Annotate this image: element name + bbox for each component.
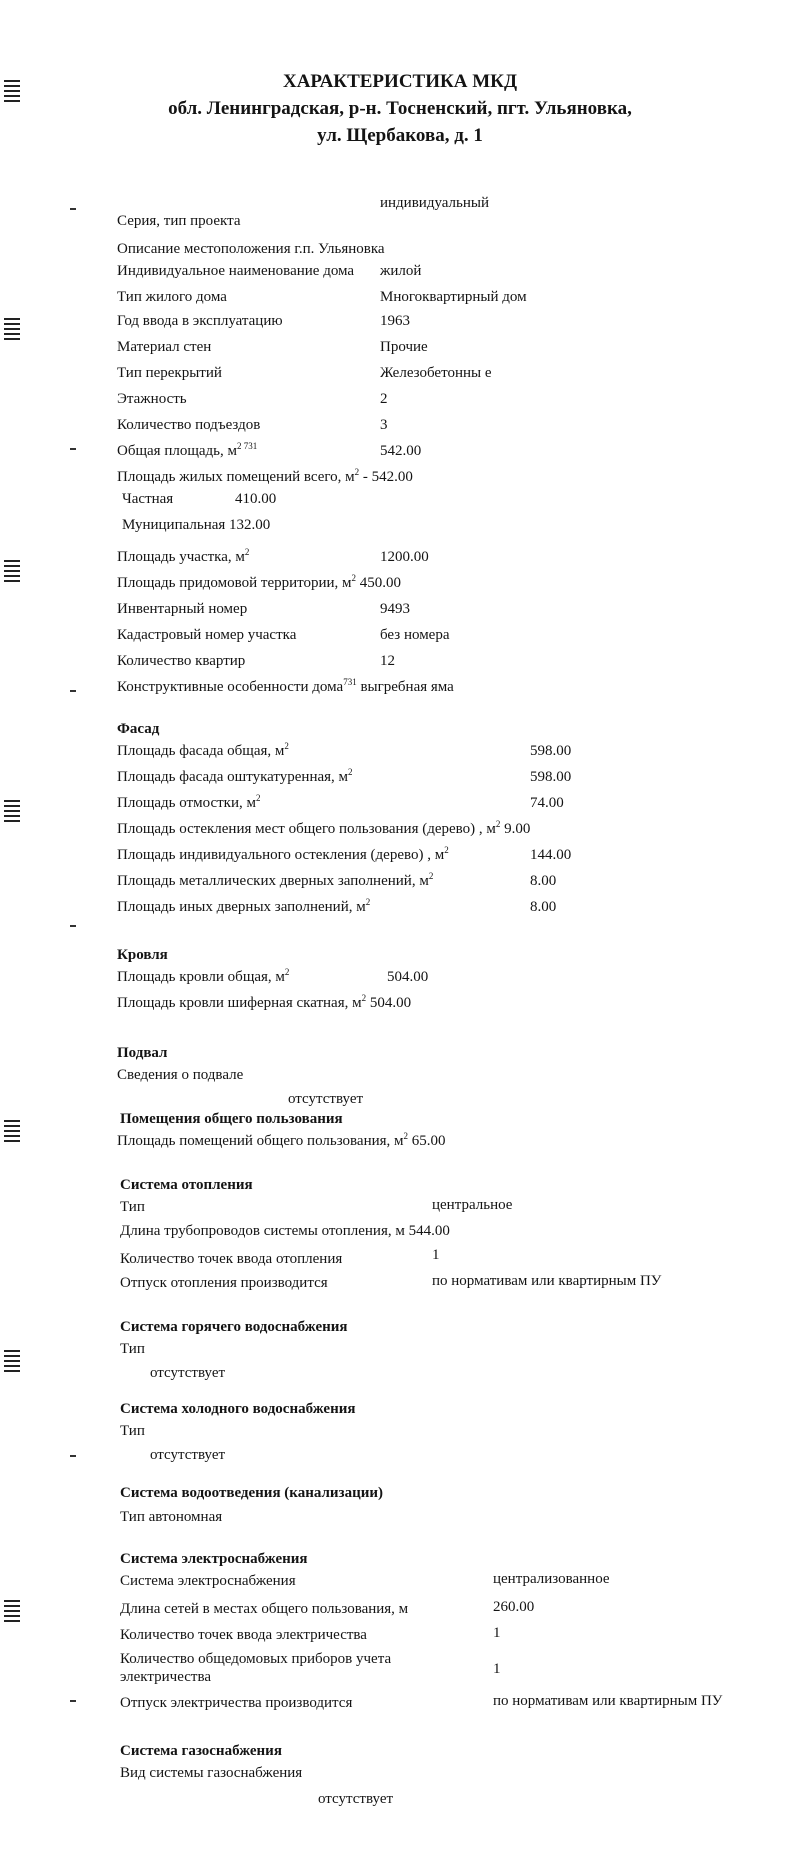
features-row: Конструктивные особенности дома$^{731}$ выгребная яма [117,677,454,695]
total-area-value: 542.00 [380,443,422,459]
electric-inputs-label: Количество точек ввода электричества [120,1627,367,1643]
electric-supply-label: Отпуск электричества производится [120,1695,353,1711]
year-label: Год ввода в эксплуатацию [117,313,283,329]
cold-water-type-label: Тип [120,1423,145,1439]
facade-row: Площадь иных дверных заполнений, $м^2$ [117,897,371,915]
doc-address-line: обл. Ленинградская, р-н. Тосненский, пгт. Ульяновка, [168,98,632,119]
heating-supply-value: по нормативам или квартирным ПУ [432,1273,662,1289]
binding-marks [4,560,20,585]
facade-title: Фасад [117,721,160,737]
common-area-row: Площадь помещений общего пользования, $м^2$ 65.00 [117,1131,446,1149]
gas-type-label: Вид системы газоснабжения [120,1765,303,1781]
facade-value: 8.00 [530,873,557,889]
hot-water-type-label: Тип [120,1341,145,1357]
hot-water-type-value: отсутствует [150,1365,226,1381]
facade-value: 598.00 [530,743,572,759]
basement-label: Сведения о подвале [117,1067,244,1083]
heating-type-value: центральное [432,1197,513,1213]
series-value: индивидуальный [380,195,490,211]
roof-row: Площадь кровли шиферная скатная, $м^2$ 504.00 [117,993,412,1011]
heating-supply-label: Отпуск отопления производится [120,1275,328,1291]
inventory-value: 9493 [380,601,410,617]
facade-row: Площадь отмостки, $м^2$ [117,793,261,811]
cold-water-type-value: отсутствует [150,1447,226,1463]
scan-tick [70,925,76,927]
heating-type-label: Тип [120,1199,145,1215]
cadastral-label: Кадастровый номер участка [117,627,297,643]
private-label: Частная [122,491,174,507]
binding-marks [4,318,20,343]
facade-row: Площадь индивидуального остекления (дерево) , $м^2$ [117,845,449,863]
electric-meters-label: электричества [120,1669,211,1685]
facade-value: 8.00 [530,899,557,915]
floors-type-label: Тип перекрытий [117,365,222,381]
flats-value: 12 [380,653,395,669]
electric-length-label: Длина сетей в местах общего пользования, м [120,1601,409,1617]
floors-type-value: Железобетонны е [380,365,492,381]
roof-value: 504.00 [387,969,429,985]
gas-title: Система газоснабжения [120,1743,282,1759]
heating-pipes-row: Длина трубопроводов системы отопления, м 544.00 [120,1223,450,1239]
entrances-label: Количество подъездов [117,417,261,433]
flats-label: Количество квартир [117,653,246,669]
heating-inputs-value: 1 [432,1247,440,1263]
roof-row: Площадь кровли общая, $м^2$ [117,967,290,985]
storeys-label: Этажность [117,391,187,407]
scan-tick [70,1455,76,1457]
cold-water-title: Система холодного водоснабжения [120,1401,356,1417]
sewage-type: Тип автономная [120,1509,223,1525]
electric-meters-label: Количество общедомовых приборов учета [120,1651,392,1667]
electric-system-label: Система электроснабжения [120,1573,296,1589]
hot-water-title: Система горячего водоснабжения [120,1319,348,1335]
binding-marks [4,800,20,825]
electric-title: Система электроснабжения [120,1551,308,1567]
heating-inputs-label: Количество точек ввода отопления [120,1251,343,1267]
total-area-label: Общая площадь, $м^{2 731}$ [117,441,258,459]
municipal-row: Муниципальная 132.00 [122,517,271,533]
inventory-label: Инвентарный номер [117,601,248,617]
name-value: жилой [380,263,422,279]
binding-marks [4,1350,20,1375]
house-type-value: Многоквартирный дом [380,289,527,305]
doc-address-line: ул. Щербакова, д. 1 [317,125,483,146]
walls-value: Прочие [380,339,428,355]
facade-value: 74.00 [530,795,564,811]
walls-label: Материал стен [117,339,212,355]
facade-value: 144.00 [530,847,572,863]
gas-type-value: отсутствует [318,1791,394,1807]
basement-title: Подвал [117,1045,168,1061]
sewage-title: Система водоотведения (канализации) [120,1485,383,1501]
plot-value: 1200.00 [380,549,429,565]
private-value: 410.00 [235,491,277,507]
location-text: Описание местоположения г.п. Ульяновка [117,241,385,257]
year-value: 1963 [380,313,410,329]
cadastral-value: без номера [380,627,450,643]
electric-meters-value: 1 [493,1661,501,1677]
scan-tick [70,690,76,692]
name-label: Индивидуальное наименование дома [117,263,355,279]
facade-row: Площадь остекления мест общего пользования (дерево) , $м^2$ 9.00 [117,819,531,837]
facade-row: Площадь металлических дверных заполнений, $м^2$ [117,871,434,889]
common-areas-title: Помещения общего пользования [120,1111,343,1127]
facade-row: Площадь фасада общая, $м^2$ [117,741,289,759]
electric-length-value: 260.00 [493,1599,535,1615]
series-label: Серия, тип проекта [117,213,241,229]
scan-tick [70,448,76,450]
adjacent-area-row: Площадь придомовой территории, $м^2$ 450.00 [117,573,402,591]
entrances-value: 3 [380,417,388,433]
binding-marks [4,1600,20,1625]
scan-tick [70,1700,76,1702]
house-type-label: Тип жилого дома [117,289,227,305]
plot-label: Площадь участка, $м^2$ [117,547,250,565]
roof-title: Кровля [117,947,168,963]
facade-row: Площадь фасада оштукатуренная, $м^2$ [117,767,353,785]
electric-inputs-value: 1 [493,1625,501,1641]
storeys-value: 2 [380,391,388,407]
heating-title: Система отопления [120,1177,253,1193]
electric-system-value: централизованное [493,1571,610,1587]
electric-supply-value: по нормативам или квартирным ПУ [493,1693,723,1709]
doc-title: ХАРАКТЕРИСТИКА МКД [282,71,518,92]
living-area-row: Площадь жилых помещений всего, $м^2 - 542.00$ [117,467,413,485]
binding-marks [4,1120,20,1145]
basement-value: отсутствует [288,1091,364,1107]
scan-tick [70,208,76,210]
facade-value: 598.00 [530,769,572,785]
